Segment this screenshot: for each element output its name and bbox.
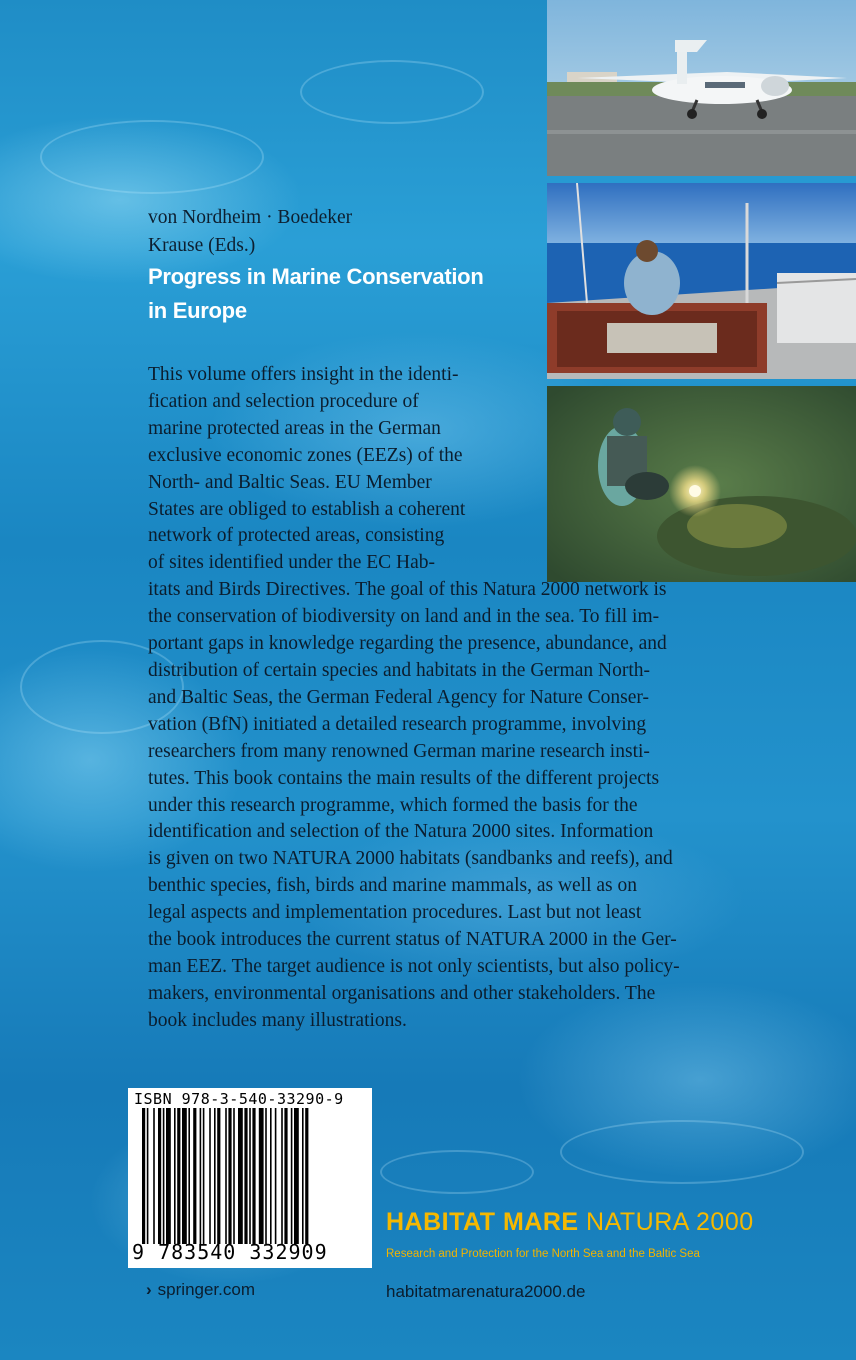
water-ripple [40,120,264,194]
barcode-bar [214,1108,216,1244]
description-line: researchers from many renowned German marine research insti- [148,740,650,762]
barcode-bar [294,1108,299,1244]
barcode-bar [302,1108,304,1244]
barcode-bar [153,1108,155,1244]
publisher-link[interactable] [146,1280,255,1300]
barcode-bar [200,1108,202,1244]
book-description [148,362,680,1035]
description-line: the conservation of biodiversity on land and in the sea. To fill im- [148,606,660,628]
barcode-bar [203,1108,205,1244]
description-line: of sites identified under the EC Hab- [148,552,436,574]
ship-deck-photo [547,183,856,379]
barcode-bar [281,1108,283,1244]
isbn-barcode [128,1088,372,1268]
barcode-bar [291,1108,293,1244]
barcode-bar [193,1108,196,1244]
description-line: tutes. This book contains the main results of the different projects [148,767,660,789]
barcode-bar [259,1108,264,1244]
title-line-2: in Europe [148,298,247,323]
barcode-bar [249,1108,251,1244]
description-line: North- and Baltic Seas. EU Member [148,471,432,493]
description-line: States are obliged to establish a coherent [148,498,466,520]
airplane-photo [547,0,856,176]
editors [148,204,352,260]
barcode-bar [275,1108,277,1244]
description-line: distribution of certain species and habitats in the German North- [148,659,650,681]
barcode-bar [233,1108,235,1244]
barcode-bar [265,1108,267,1244]
editors-line-2: Krause (Eds.) [148,235,256,256]
barcode-bars [132,1108,368,1244]
description-line: marine protected areas in the German [148,417,441,439]
description-line: makers, environmental organisations and other stakeholders. The [148,982,656,1004]
description-line: fication and selection procedure of [148,390,419,412]
description-line: identification and selection of the Natura 2000 sites. Information [148,821,654,843]
barcode-bar [305,1108,308,1244]
barcode-bar [238,1108,243,1244]
habitat-mare-title-bold: HABITAT MARE [386,1208,579,1236]
description-line: under this research programme, which formed the basis for the [148,794,638,816]
book-title [148,260,483,328]
habitat-mare-title-regular: NATURA 2000 [586,1208,754,1236]
habitat-mare-url[interactable]: habitatmarenatura2000.de [386,1282,586,1301]
description-line: benthic species, fish, birds and marine mammals, as well as on [148,875,638,897]
barcode-bar [142,1108,145,1244]
barcode-bar [163,1108,165,1244]
barcode-bar [174,1108,176,1244]
isbn-text: ISBN 978-3-540-33290-9 [134,1090,344,1108]
habitat-mare-logo [378,1208,856,1270]
barcode-bar [188,1108,190,1244]
barcode-bar [284,1108,287,1244]
description-line: and Baltic Seas, the German Federal Agency for Nature Conser- [148,686,650,708]
habitat-mare-title [386,1208,754,1237]
barcode-bar [209,1108,211,1244]
description-line: man EEZ. The target audience is not only scientists, but also policy- [148,955,680,977]
description-line: This volume offers insight in the identi- [148,364,459,385]
water-ripple [560,1120,804,1184]
barcode-bar [177,1108,180,1244]
barcode-bar [147,1108,149,1244]
water-ripple [380,1150,534,1194]
barcode-bar [270,1108,272,1244]
barcode-digits: 9 783540 332909 [132,1240,328,1264]
barcode-bar [228,1108,231,1244]
chevron-right-icon: › [146,1280,152,1299]
description-line: itats and Birds Directives. The goal of this Natura 2000 network is [148,579,667,601]
barcode-bar [182,1108,187,1244]
habitat-mare-subtitle: Research and Protection for the North Sea and the Baltic Sea [386,1248,700,1260]
description-line: book includes many illustrations. [148,1009,407,1031]
water-ripple [300,60,484,124]
description-line: network of protected areas, consisting [148,525,445,547]
barcode-bar [225,1108,227,1244]
editors-line-1: von Nordheim · Boedeker [148,207,353,228]
description-line: exclusive economic zones (EEZs) of the [148,444,463,466]
barcode-bar [252,1108,255,1244]
title-line-1: Progress in Marine Conservation [148,264,484,289]
barcode-bar [217,1108,220,1244]
description-line: is given on two NATURA 2000 habitats (sandbanks and reefs), and [148,848,673,870]
description-line: portant gaps in knowledge regarding the presence, abundance, and [148,633,667,655]
barcode-bar [158,1108,161,1244]
description-line: the book introduces the current status of NATURA 2000 in the Ger- [148,929,677,951]
barcode-bar [166,1108,171,1244]
description-line: legal aspects and implementation procedures. Last but not least [148,902,642,924]
barcode-bar [244,1108,247,1244]
description-line: vation (BfN) initiated a detailed research programme, involving [148,713,647,735]
publisher-url: springer.com [157,1280,255,1299]
